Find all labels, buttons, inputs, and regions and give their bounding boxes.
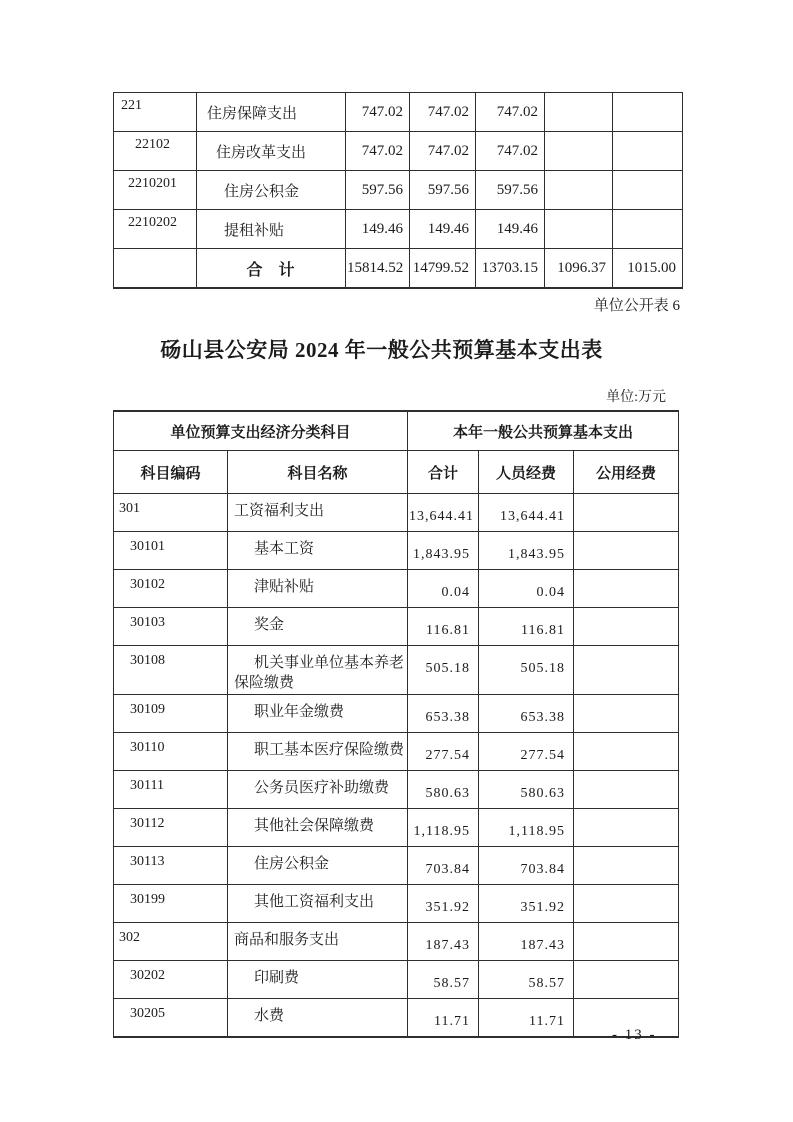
public-funds-cell <box>574 923 679 961</box>
total-cell: 580.63 <box>408 771 479 809</box>
value-cell: 149.46 <box>476 210 545 249</box>
top-budget-table-body <box>114 93 683 289</box>
code-cell <box>114 249 197 289</box>
total-cell: 0.04 <box>408 570 479 608</box>
header-economic-classification: 单位预算支出经济分类科目 <box>114 411 408 451</box>
total-row <box>114 249 683 289</box>
code-cell: 2210202 <box>114 210 197 249</box>
page-title: 砀山县公安局 2024 年一般公共预算基本支出表 <box>160 338 603 362</box>
subject-name-cell: 津贴补贴 <box>228 570 408 608</box>
personnel-funds-cell: 58.57 <box>479 961 574 999</box>
personnel-funds-cell: 505.18 <box>479 646 574 695</box>
personnel-funds-cell: 187.43 <box>479 923 574 961</box>
subject-code-cell: 30111 <box>114 771 228 809</box>
table-note: 单位公开表 6 <box>593 298 680 314</box>
value-cell: 747.02 <box>476 132 545 171</box>
value-cell: 747.02 <box>476 93 545 132</box>
top-budget-table <box>113 92 683 289</box>
public-funds-cell <box>574 646 679 695</box>
subject-name-cell: 商品和服务支出 <box>228 923 408 961</box>
personnel-funds-cell: 351.92 <box>479 885 574 923</box>
subject-name-cell: 基本工资 <box>228 532 408 570</box>
subject-name-cell: 印刷费 <box>228 961 408 999</box>
main-table-body <box>114 494 679 1037</box>
subject-name-cell: 水费 <box>228 999 408 1037</box>
value-cell: 747.02 <box>346 93 410 132</box>
public-funds-cell <box>574 961 679 999</box>
subject-name-cell: 职工基本医疗保险缴费 <box>228 733 408 771</box>
subject-code-cell: 30202 <box>114 961 228 999</box>
subject-code-cell: 302 <box>114 923 228 961</box>
public-funds-cell <box>574 608 679 646</box>
public-funds-cell <box>574 733 679 771</box>
value-cell: 149.46 <box>410 210 476 249</box>
value-cell: 15814.52 <box>346 249 410 289</box>
main-table-header <box>114 411 679 494</box>
table-row <box>114 733 679 771</box>
public-funds-cell <box>574 809 679 847</box>
table-row <box>114 532 679 570</box>
personnel-funds-cell: 11.71 <box>479 999 574 1037</box>
value-cell <box>613 132 683 171</box>
value-cell: 14799.52 <box>410 249 476 289</box>
public-funds-cell <box>574 695 679 733</box>
subject-code-cell: 30101 <box>114 532 228 570</box>
table-row <box>114 210 683 249</box>
personnel-funds-cell: 13,644.41 <box>479 494 574 532</box>
name-cell: 住房改革支出 <box>197 132 346 171</box>
value-cell <box>545 132 613 171</box>
public-funds-cell <box>574 570 679 608</box>
personnel-funds-cell: 0.04 <box>479 570 574 608</box>
subject-code-cell: 30205 <box>114 999 228 1037</box>
personnel-funds-cell: 703.84 <box>479 847 574 885</box>
value-cell <box>613 171 683 210</box>
total-cell: 703.84 <box>408 847 479 885</box>
name-cell: 提租补贴 <box>197 210 346 249</box>
total-cell: 505.18 <box>408 646 479 695</box>
total-cell: 1,843.95 <box>408 532 479 570</box>
name-cell: 合 计 <box>197 249 346 289</box>
total-cell: 58.57 <box>408 961 479 999</box>
code-cell: 2210201 <box>114 171 197 210</box>
table-row <box>114 809 679 847</box>
table-row <box>114 999 679 1037</box>
total-cell: 116.81 <box>408 608 479 646</box>
total-cell: 653.38 <box>408 695 479 733</box>
page-number: - 13 - <box>612 1027 657 1043</box>
value-cell <box>613 93 683 132</box>
total-cell: 11.71 <box>408 999 479 1037</box>
subject-name-cell: 机关事业单位基本养老保险缴费 <box>228 646 408 695</box>
main-expenditure-table <box>113 410 679 1038</box>
subject-name-cell: 职业年金缴费 <box>228 695 408 733</box>
personnel-funds-cell: 653.38 <box>479 695 574 733</box>
table-row <box>114 695 679 733</box>
subject-code-cell: 30103 <box>114 608 228 646</box>
col-header-subject-name: 科目名称 <box>228 451 408 494</box>
table-row <box>114 771 679 809</box>
total-cell: 351.92 <box>408 885 479 923</box>
subject-code-cell: 301 <box>114 494 228 532</box>
table-row <box>114 961 679 999</box>
public-funds-cell <box>574 532 679 570</box>
header-current-year-budget: 本年一般公共预算基本支出 <box>408 411 679 451</box>
public-funds-cell <box>574 771 679 809</box>
subject-code-cell: 30110 <box>114 733 228 771</box>
public-funds-cell <box>574 847 679 885</box>
table-row <box>114 923 679 961</box>
personnel-funds-cell: 1,118.95 <box>479 809 574 847</box>
total-cell: 277.54 <box>408 733 479 771</box>
header-columns-row <box>114 451 679 494</box>
value-cell: 149.46 <box>346 210 410 249</box>
personnel-funds-cell: 1,843.95 <box>479 532 574 570</box>
col-header-personnel-funds: 人员经费 <box>479 451 574 494</box>
public-funds-cell <box>574 885 679 923</box>
value-cell: 13703.15 <box>476 249 545 289</box>
code-cell: 221 <box>114 93 197 132</box>
subject-name-cell: 其他社会保障缴费 <box>228 809 408 847</box>
personnel-funds-cell: 116.81 <box>479 608 574 646</box>
table-row <box>114 885 679 923</box>
code-cell: 22102 <box>114 132 197 171</box>
unit-label: 单位:万元 <box>606 390 666 405</box>
table-row <box>114 494 679 532</box>
col-header-subject-code: 科目编码 <box>114 451 228 494</box>
subject-name-cell: 住房公积金 <box>228 847 408 885</box>
personnel-funds-cell: 277.54 <box>479 733 574 771</box>
value-cell: 1096.37 <box>545 249 613 289</box>
subject-code-cell: 30109 <box>114 695 228 733</box>
col-header-total: 合计 <box>408 451 479 494</box>
col-header-public-funds: 公用经费 <box>574 451 679 494</box>
total-cell: 187.43 <box>408 923 479 961</box>
header-group-row <box>114 411 679 451</box>
table-row <box>114 847 679 885</box>
value-cell <box>545 171 613 210</box>
public-funds-cell <box>574 494 679 532</box>
value-cell <box>545 210 613 249</box>
value-cell: 747.02 <box>410 93 476 132</box>
table-row <box>114 171 683 210</box>
subject-code-cell: 30199 <box>114 885 228 923</box>
subject-code-cell: 30113 <box>114 847 228 885</box>
value-cell: 1015.00 <box>613 249 683 289</box>
subject-name-cell: 其他工资福利支出 <box>228 885 408 923</box>
total-cell: 1,118.95 <box>408 809 479 847</box>
subject-name-cell: 奖金 <box>228 608 408 646</box>
value-cell: 747.02 <box>410 132 476 171</box>
subject-name-cell: 公务员医疗补助缴费 <box>228 771 408 809</box>
value-cell: 597.56 <box>346 171 410 210</box>
value-cell: 747.02 <box>346 132 410 171</box>
name-cell: 住房公积金 <box>197 171 346 210</box>
subject-code-cell: 30112 <box>114 809 228 847</box>
subject-code-cell: 30108 <box>114 646 228 695</box>
personnel-funds-cell: 580.63 <box>479 771 574 809</box>
value-cell <box>545 93 613 132</box>
table-row <box>114 570 679 608</box>
value-cell <box>613 210 683 249</box>
subject-name-cell: 工资福利支出 <box>228 494 408 532</box>
table-row <box>114 132 683 171</box>
table-row <box>114 646 679 695</box>
subject-code-cell: 30102 <box>114 570 228 608</box>
table-row <box>114 608 679 646</box>
table-row <box>114 93 683 132</box>
total-cell: 13,644.41 <box>408 494 479 532</box>
value-cell: 597.56 <box>476 171 545 210</box>
value-cell: 597.56 <box>410 171 476 210</box>
name-cell: 住房保障支出 <box>197 93 346 132</box>
